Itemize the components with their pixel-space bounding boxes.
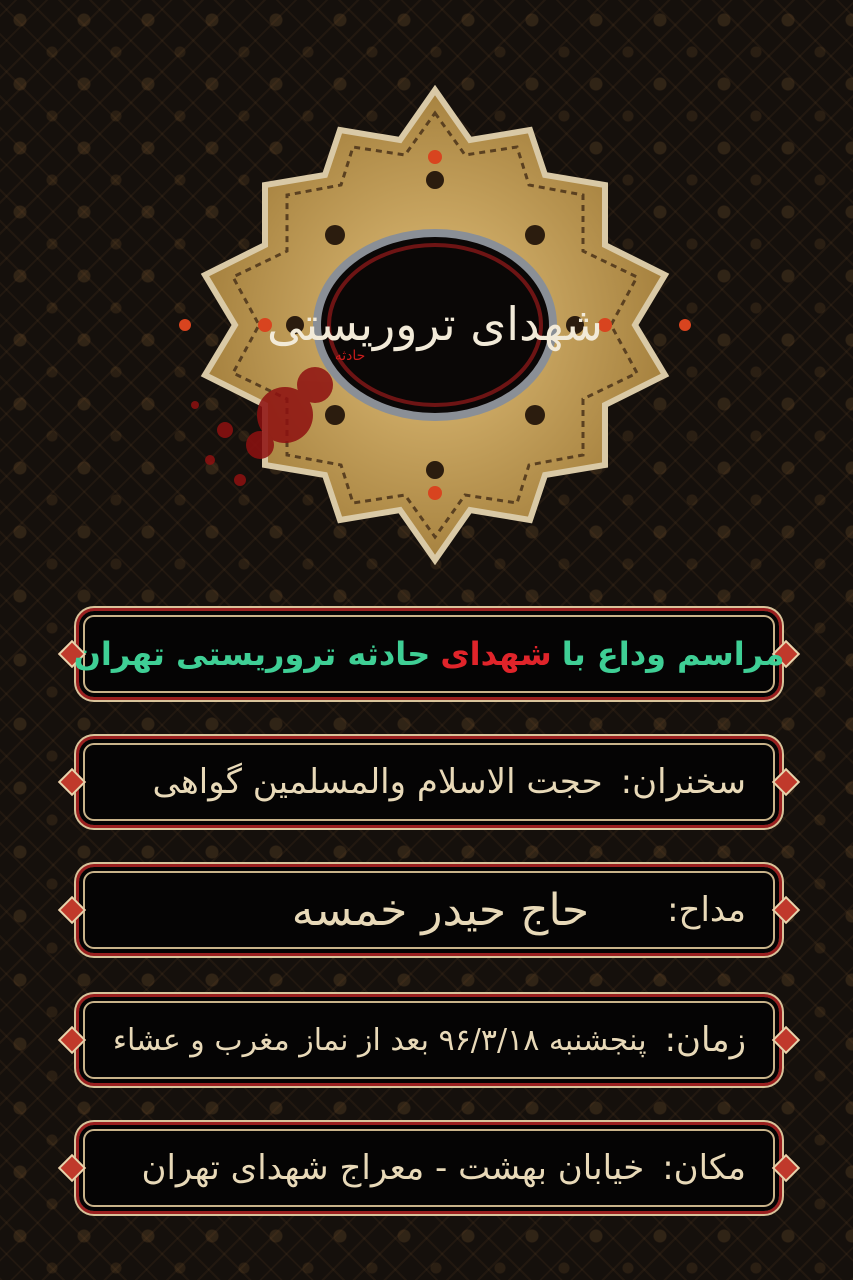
eulogist-value: حاج حیدر خمسه bbox=[291, 884, 590, 936]
eulogist-panel bbox=[58, 858, 800, 962]
emblem bbox=[165, 85, 705, 565]
title-part3: حادثه تروریستی تهران bbox=[73, 635, 431, 673]
place-label: مکان: bbox=[662, 1148, 746, 1188]
time-value: پنجشنبه ۹۶/۳/۱۸ بعد از نماز مغرب و عشاء bbox=[112, 1022, 647, 1058]
place-panel bbox=[58, 1116, 800, 1220]
place-value: خیابان بهشت - معراج شهدای تهران bbox=[141, 1148, 645, 1188]
speaker-label: سخنران: bbox=[620, 762, 746, 802]
time-panel bbox=[58, 988, 800, 1092]
title-part2: شهدای bbox=[440, 635, 552, 673]
title-panel bbox=[58, 602, 800, 706]
emblem-calligraphy: شهدای تروریستی bbox=[267, 297, 603, 351]
speaker-panel bbox=[58, 730, 800, 834]
title-part1: مراسم وداع با bbox=[561, 635, 785, 673]
speaker-value: حجت الاسلام والمسلمین گواهی bbox=[152, 762, 603, 802]
time-label: زمان: bbox=[664, 1020, 746, 1060]
emblem-calligraphy-small: حادثه bbox=[334, 348, 366, 364]
eulogist-label: مداح: bbox=[667, 890, 746, 930]
